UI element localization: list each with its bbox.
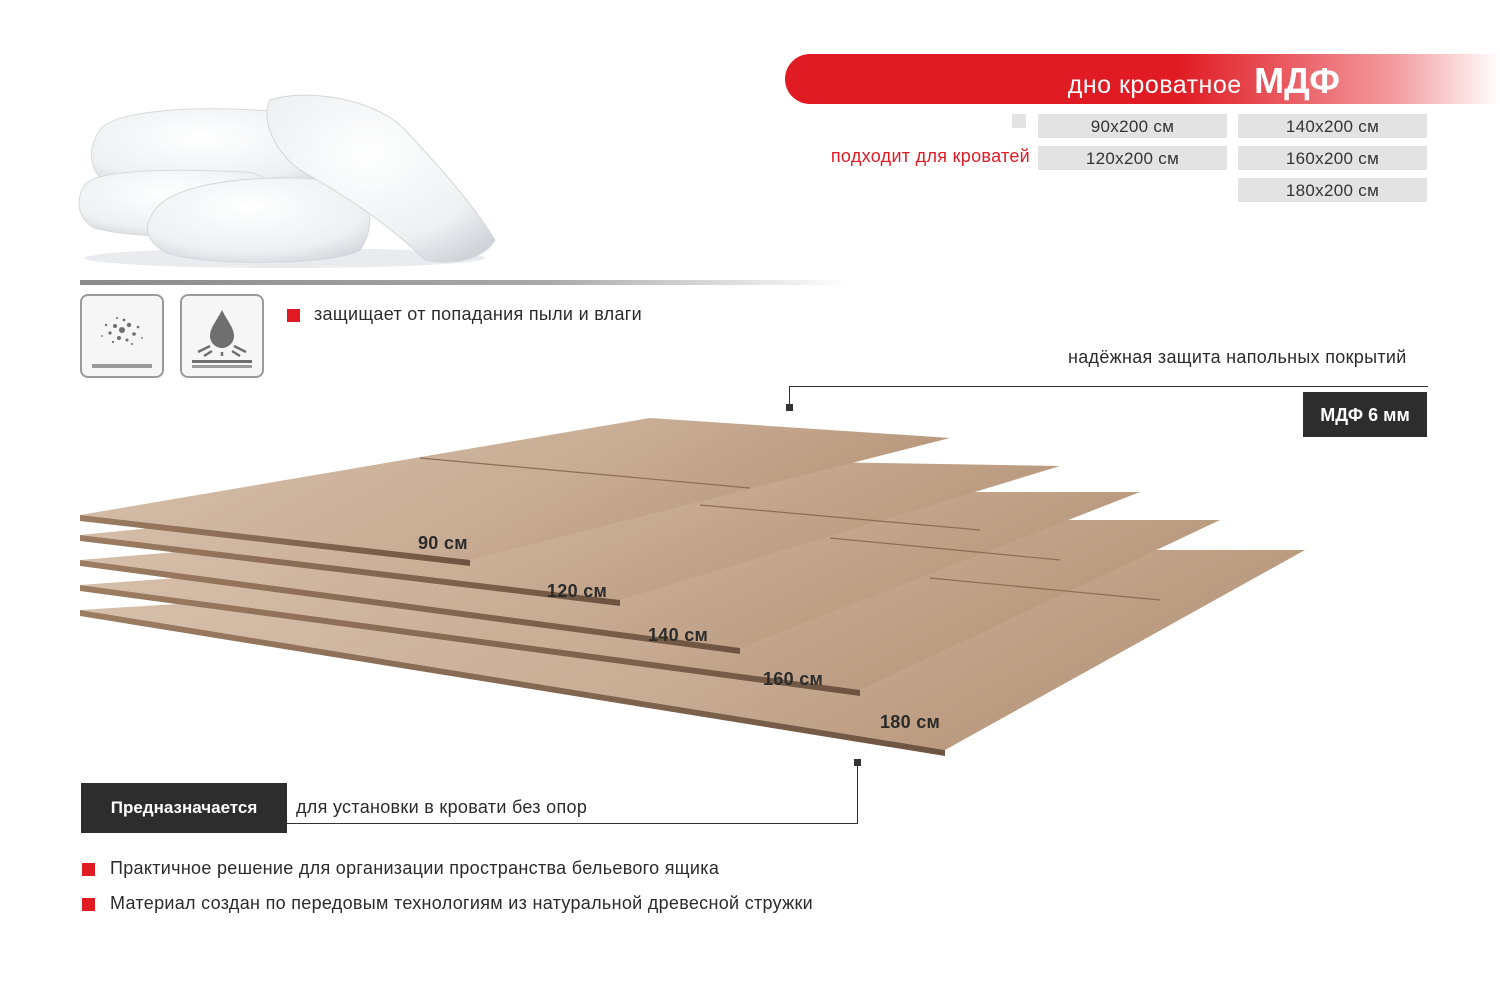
callout-line-horizontal — [789, 386, 1428, 387]
bullet-1 — [82, 863, 95, 876]
purpose-callout-vertical — [857, 762, 858, 824]
purpose-text: для установки в кровати без опор — [296, 797, 588, 817]
bullet-2 — [82, 898, 95, 911]
legend-square — [1012, 114, 1026, 128]
size-140x200: 140x200 см — [1238, 114, 1427, 138]
board-label-160: 160 см — [763, 669, 824, 689]
board-label-140: 140 см — [648, 625, 709, 645]
bullet-text-2: Материал создан по передовым технологиям из натуральной древесной стружки — [110, 893, 814, 913]
board-label-120: 120 см — [547, 581, 608, 601]
protection-text: защищает от попадания пыли и влаги — [314, 304, 643, 324]
protection-bullet — [287, 309, 300, 322]
board-label-180: 180 см — [880, 712, 941, 732]
mdf-thickness-badge: МДФ 6 мм — [1303, 392, 1427, 437]
dust-icon — [80, 294, 164, 378]
header-banner — [785, 54, 1500, 104]
purpose-callout-horizontal — [287, 823, 858, 824]
banner-prefix: дно кроватное — [1067, 71, 1242, 99]
section-divider — [80, 280, 850, 285]
board-label-90: 90 см — [418, 533, 468, 553]
pillows-image — [75, 90, 505, 270]
mdf-boards-illustration — [0, 400, 1500, 780]
bullet-text-1: Практичное решение для организации пространства бельевого ящика — [110, 858, 720, 878]
size-160x200: 160x200 см — [1238, 146, 1427, 170]
size-120x200: 120x200 см — [1038, 146, 1227, 170]
fits-label: подходит для кроватей — [830, 146, 1030, 166]
purpose-badge: Предназначается — [81, 783, 287, 833]
size-180x200: 180x200 см — [1238, 178, 1427, 202]
floor-protection-text: надёжная защита напольных покрытий — [1068, 347, 1407, 367]
water-drop-icon — [180, 294, 264, 378]
banner-brand: МДФ — [1254, 60, 1340, 101]
size-90x200: 90x200 см — [1038, 114, 1227, 138]
